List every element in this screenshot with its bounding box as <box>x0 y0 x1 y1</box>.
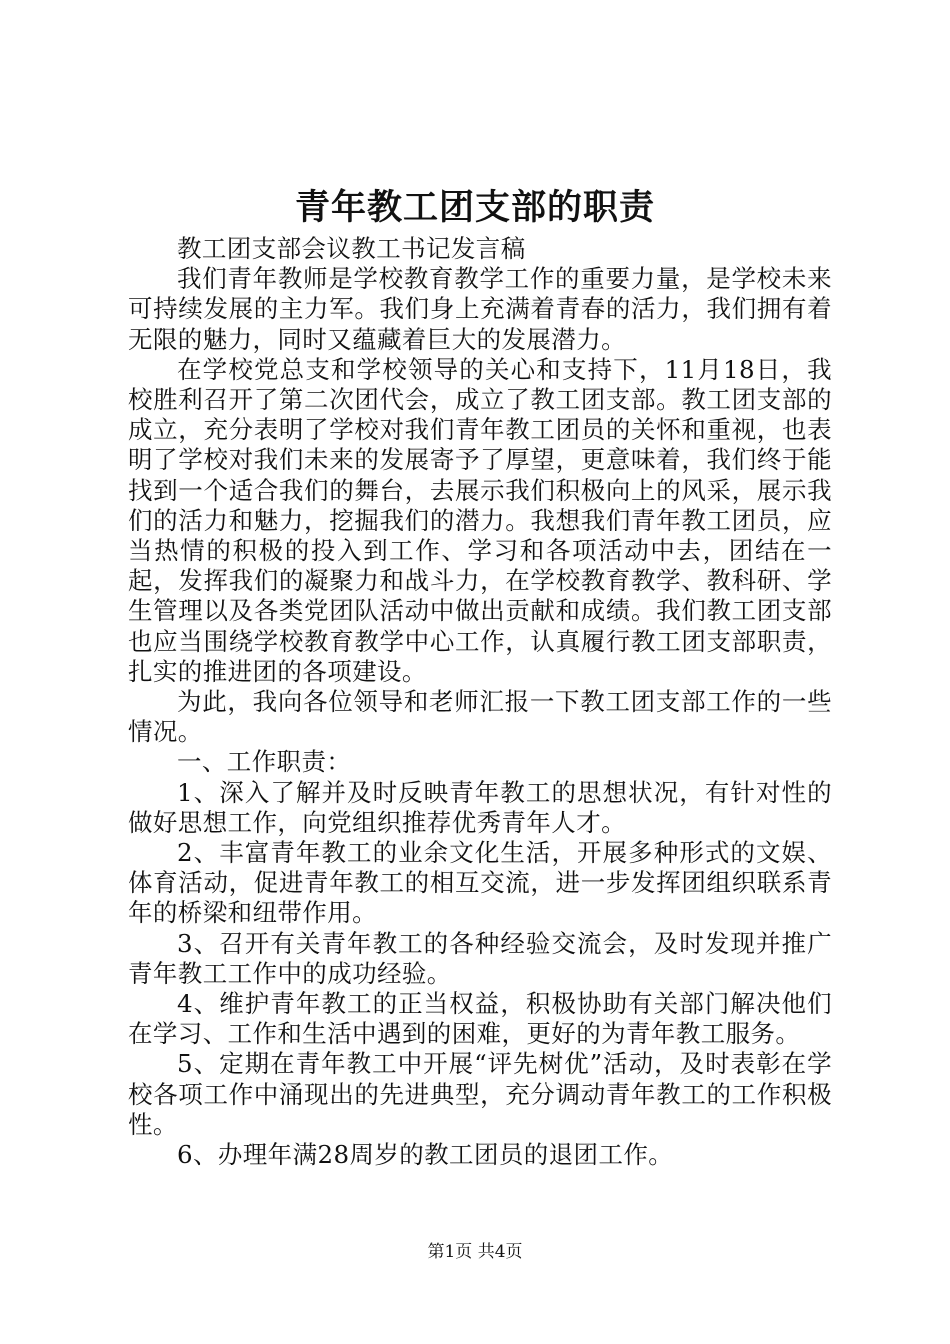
duty-item-5: 5、定期在青年教工中开展“评先树优”活动，及时表彰在学校各项工作中涌现出的先进典型，充分调动青年教工的工作积极性。 <box>128 1049 832 1139</box>
duty-item-2: 2、丰富青年教工的业余文化生活，开展多种形式的文娱、体育活动，促进青年教工的相互交流，进一步发挥团组织联系青年的桥梁和纽带作用。 <box>128 838 832 928</box>
duty-item-3: 3、召开有关青年教工的各种经验交流会，及时发现并推广青年教工工作中的成功经验。 <box>128 928 832 988</box>
duty-item-1: 1、深入了解并及时反映青年教工的思想状况，有针对性的做好思想工作，向党组织推荐优秀青年人才。 <box>128 777 832 837</box>
paragraph-founding: 在学校党总支和学校领导的关心和支持下，11月18日，我校胜利召开了第二次团代会，成立了教工团支部。教工团支部的成立，充分表明了学校对我们青年教工团员的关怀和重视，也表明了学校对我们未来的发展寄予了厚望，更意味着，我们终于能找到一个适合我们的舞台，去展示我们积极向上的风采，展示我们的活力和魅力，挖掘我们的潜力。我想我们青年教工团员，应当热情的积极的投入到工作、学习和各项活动中去，团结在一起，发挥我们的凝聚力和战斗力，在学校教育教学、教科研、学生管理以及各类党团队活动中做出贡献和成绩。我们教工团支部也应当围绕学校教育教学中心工作，认真履行教工团支部职责，扎实的推进团的各项建设。 <box>128 354 832 686</box>
duty-item-4: 4、维护青年教工的正当权益，积极协助有关部门解决他们在学习、工作和生活中遇到的困难，更好的为青年教工服务。 <box>128 989 832 1049</box>
document-title: 青年教工团支部的职责 <box>294 187 655 228</box>
page-footer: 第1页 共4页 <box>427 1242 523 1262</box>
paragraph-report: 为此，我向各位领导和老师汇报一下教工团支部工作的一些情况。 <box>128 687 832 747</box>
paragraph-subtitle: 教工团支部会议教工书记发言稿 <box>177 234 526 263</box>
document-body <box>128 234 832 1170</box>
duty-item-6: 6、办理年满28周岁的教工团员的退团工作。 <box>177 1140 674 1170</box>
section-heading-duties: 一、工作职责： <box>177 747 352 777</box>
paragraph-intro: 我们青年教师是学校教育教学工作的重要力量，是学校未来可持续发展的主力军。我们身上充满着青春的活力，我们拥有着无限的魅力，同时又蕴藏着巨大的发展潜力。 <box>128 264 832 354</box>
